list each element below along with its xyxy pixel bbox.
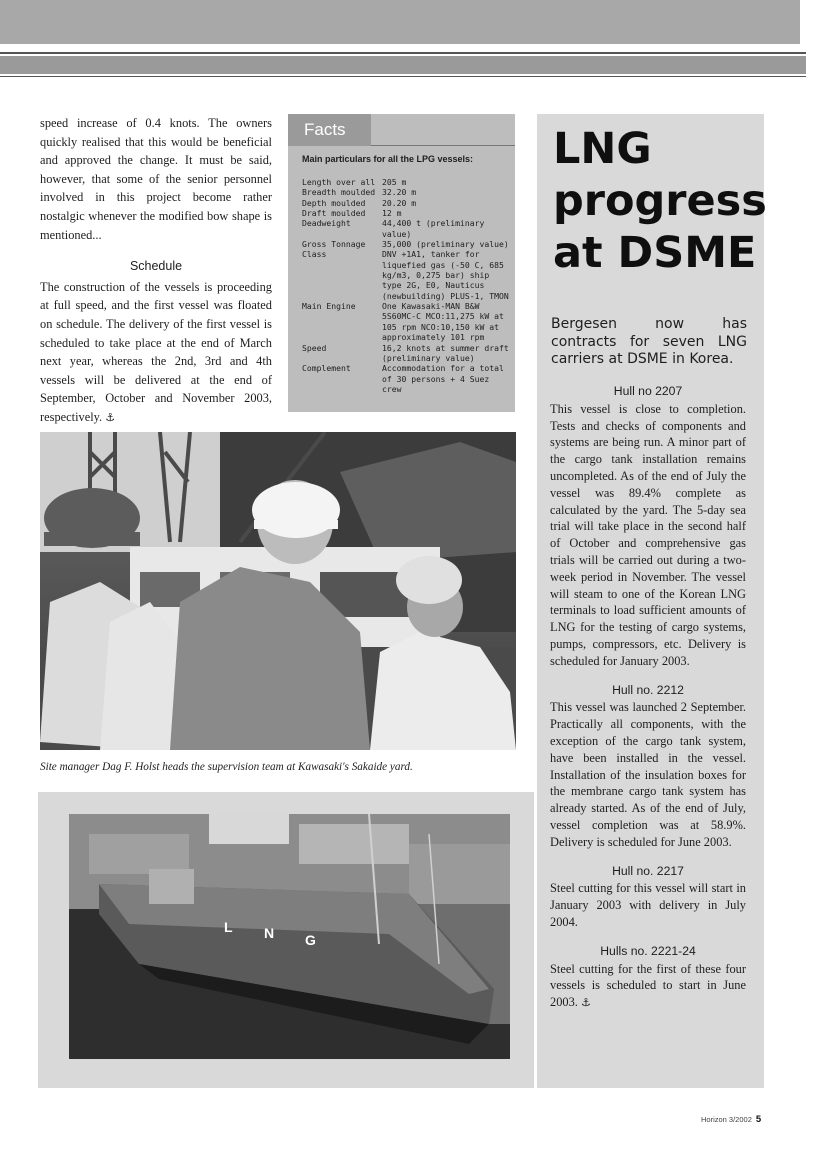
top-gray-band	[0, 0, 820, 44]
article-intro: Bergesen now has contracts for seven LNG carriers at DSME in Korea.	[551, 316, 747, 368]
lng-ship-photo	[69, 814, 510, 1059]
hull-text: Steel cutting for this vessel will start in January 2003 with delivery in July 2004.	[550, 881, 746, 929]
facts-tab: Facts	[288, 114, 371, 146]
facts-label: Depth moulded	[302, 197, 366, 208]
facts-table	[302, 177, 510, 394]
hull-letter: L	[224, 919, 233, 935]
title-line: progress	[553, 176, 767, 226]
header-gray-bar	[0, 56, 806, 74]
facts-value: DNV +1A1, tanker for liquefied gas (-50 C, 685 kg/m3, 0,275 bar) ship type 2G, E0, Nauticus (newbuilding) PLUS-1, TMON	[382, 249, 509, 301]
hull-heading: Hulls no. 2221-24	[600, 943, 696, 958]
facts-label: Length over all	[302, 177, 376, 187]
facts-value: 35,000 (preliminary value)	[382, 239, 509, 250]
facts-label: Gross Tonnage	[302, 239, 366, 250]
schedule-heading: Schedule	[129, 259, 183, 274]
facts-box	[288, 114, 515, 412]
hull-letter: N	[264, 925, 275, 941]
header-rule-top	[0, 52, 806, 54]
end-mark-icon: ⚓	[581, 996, 591, 1010]
facts-label: Draft moulded	[302, 208, 366, 219]
facts-row	[302, 208, 510, 218]
facts-label: Class	[302, 249, 327, 260]
facts-label: Main Engine	[302, 301, 356, 312]
page-footer	[701, 1114, 761, 1125]
facts-row	[302, 343, 510, 364]
hull-paragraph	[550, 961, 746, 1012]
facts-row	[302, 177, 510, 187]
facts-row	[302, 198, 510, 208]
title-line: at DSME	[553, 228, 757, 278]
facts-label: Complement	[302, 363, 351, 374]
end-mark-icon: ⚓	[105, 410, 116, 424]
schedule-text: The construction of the vessels is proceeding at full speed, and the first vessel was floated on schedule. The delivery of the first vessel is scheduled to take place at the end of March next year, whereas the 2nd, 3rd and 4th vessels will be delivered at the end of September, October and November 2003, respectively.	[40, 279, 272, 424]
hull-heading: Hull no. 2217	[612, 863, 684, 878]
right-text-column	[550, 383, 746, 1012]
facts-divider	[371, 145, 515, 146]
top-corner-notch	[800, 0, 820, 60]
hull-text: This vessel is close to completion. Tests and checks of components and systems are being run. A minor part of the cargo tank installation remains uncompleted. As of the end of July the vessel was 89.4% complete as calculated by the yard. The 5-day sea trial will take place in the second half of October and comprehensive gas trials will be carried out during a two-week period in November. The vessel will steam to one of the Korean LNG terminals to load sufficient amounts of LNG for the testing of cargo systems, pumps, compressors, etc. Delivery is scheduled for January 2003.	[550, 401, 746, 668]
facts-label: Speed	[302, 342, 327, 353]
facts-row	[302, 363, 510, 394]
header-rule-bottom	[0, 76, 806, 77]
facts-value: 12 m	[382, 208, 402, 219]
body-paragraph: speed increase of 0.4 knots. The owners quickly realised that this would be beneficial and approved the change. It must be said, however, that some of the senior personnel involved in this project become rather nostalgic whenever the modified bow shape is mentioned...	[40, 116, 272, 242]
ship-illustration	[69, 814, 510, 1059]
facts-value: One Kawasaki-MAN B&W 5S60MC-C MCO:11,275 kW at 105 rpm NCO:10,150 kW at approximately 101 rpm	[382, 301, 504, 343]
photo-caption: Site manager Dag F. Holst heads the supervision team at Kawasaki's Sakaide yard.	[40, 761, 413, 773]
facts-row	[302, 218, 510, 239]
facts-value: 20.20 m	[382, 197, 417, 208]
supervision-team-photo	[40, 432, 516, 750]
issue-label: Horizon 3/2002	[701, 1115, 752, 1124]
hull-heading: Hull no. 2212	[612, 682, 684, 697]
body-paragraph	[40, 278, 272, 428]
article-title	[553, 123, 767, 279]
hull-heading: Hull no 2207	[613, 384, 683, 398]
facts-heading: Main particulars for all the LPG vessels:	[302, 154, 474, 164]
facts-row	[302, 239, 510, 249]
facts-row	[302, 249, 510, 301]
photo-illustration	[40, 432, 516, 750]
facts-value: Accommodation for a total of 30 persons + 4 Suez crew	[382, 363, 504, 394]
facts-row	[302, 187, 510, 197]
facts-value: 32.20 m	[382, 187, 417, 198]
facts-value: 44,400 t (preliminary value)	[382, 218, 485, 239]
facts-label: Breadth moulded	[302, 187, 376, 198]
title-line: LNG	[553, 124, 652, 174]
page-number: 5	[755, 1114, 762, 1125]
hull-letter: G	[305, 932, 316, 948]
hull-text: Steel cutting for the first of these four vessels is scheduled to start in June 2003.	[550, 961, 746, 1010]
left-text-column	[40, 114, 272, 428]
facts-row	[302, 301, 510, 342]
facts-value: 205 m	[382, 177, 407, 187]
facts-label: Deadweight	[302, 218, 351, 229]
hull-text: This vessel was launched 2 September. Practically all components, with the exception of the cargo tank system, have been installed in the vessel. Installation of the insulation boxes for the membrane cargo tank system has already started. As of the end of July, vessel completion was at 58.9%. Delivery is scheduled for June 2003.	[550, 700, 746, 849]
facts-value: 16,2 knots at summer draft (preliminary value)	[382, 342, 509, 363]
